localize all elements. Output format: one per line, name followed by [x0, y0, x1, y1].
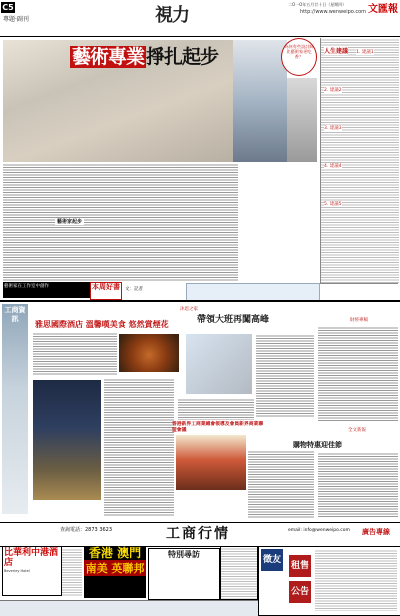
- travel-ad[interactable]: [84, 546, 146, 598]
- sidebar: [320, 38, 399, 283]
- small-ad: [62, 548, 82, 596]
- classified-key-3: 公告: [289, 581, 311, 603]
- special-ad-title: 特別尋訪: [168, 550, 200, 559]
- feature-photo-mid: [233, 40, 287, 162]
- feature-photo-right: [287, 78, 317, 162]
- sidebar-title: 人生建議: [324, 48, 349, 55]
- photo-caption: 藝術家在工作室中創作: [3, 282, 91, 298]
- article1-text-2: [104, 378, 174, 516]
- right-column-text-2: [318, 452, 398, 518]
- strip-tag: 廣告專線: [362, 528, 390, 536]
- classified-ad: [220, 546, 258, 600]
- article1-text: [33, 332, 117, 376]
- article2-kicker: 沐恩之家: [180, 307, 198, 312]
- section-tag-label: 工商資訊: [4, 306, 26, 323]
- ceremony-photo: [176, 435, 246, 490]
- strip-phone: 查詢電話：2873 3623: [60, 527, 113, 533]
- feature-subhead: 藝術家起步: [57, 219, 83, 225]
- byline: 文：記者: [125, 287, 143, 292]
- paper-logo: 文匯報: [368, 4, 398, 15]
- strip-title: 工商行情: [166, 526, 230, 542]
- sidebar-item: 4. 建議4: [324, 164, 342, 169]
- event-photo: [186, 334, 252, 394]
- feature-body-text: [3, 163, 238, 281]
- article3-caption: 香港新界工商業總會領導及會員新界商業聯盟會議: [172, 422, 264, 433]
- strip-email[interactable]: email: info@wenweipo.com: [288, 528, 350, 533]
- headline-black: 掙扎起步: [146, 46, 219, 68]
- travel-ad-bottom: 南美 英聯邦: [85, 562, 145, 575]
- sidebar-item: 2. 建議2: [324, 88, 342, 93]
- fireworks-photo: [33, 380, 101, 500]
- article1-headline: 雅思國際酒店 溫馨嘆美食 悠然賞煙花: [35, 320, 169, 329]
- right-column-head: 財經專稿: [350, 318, 368, 323]
- speech-bubble: 為何有些設計師比藝術家更吃香？: [281, 38, 317, 76]
- page-number: C5: [2, 3, 14, 12]
- info-box: [186, 283, 320, 301]
- hotel-ad[interactable]: [2, 546, 62, 596]
- sidebar-footer: [320, 283, 398, 300]
- article2-text: [256, 334, 314, 418]
- section-tag: [2, 304, 28, 514]
- headline-red: 藝術專業: [72, 46, 145, 68]
- travel-ad-top: 香港 澳門: [88, 546, 142, 560]
- sidebar-item: 3. 建議3: [324, 126, 342, 131]
- classified-block[interactable]: [258, 546, 400, 616]
- article2-text-2: [178, 398, 254, 420]
- site-url[interactable]: http://www.wenweipo.com: [300, 9, 367, 15]
- classified-text: [315, 549, 397, 611]
- sidebar-item: 5. 建議5: [324, 202, 342, 207]
- right-column-text: [318, 326, 398, 422]
- masthead: 視力: [155, 5, 189, 26]
- footer-ad: [0, 600, 258, 616]
- food-photo: [119, 334, 179, 372]
- article2-headline: 帶領大班再闖高峰: [197, 315, 270, 325]
- right-column-big-head: 購物特惠迎佳節: [293, 441, 342, 449]
- article3-text: [248, 450, 314, 518]
- hotel-ad-title: 比華利中港酒店: [4, 548, 59, 568]
- classified-key-1: 徵友: [261, 549, 283, 571]
- classified-key-2: 租售: [289, 555, 311, 577]
- special-ad[interactable]: [148, 548, 220, 600]
- section-label: 專題·副刊: [3, 16, 29, 23]
- feature-headline: [70, 42, 218, 69]
- date-line: 二O一O年五月廿十日（星期四）: [288, 2, 347, 7]
- hotel-ad-sub: Beverley Hotel: [4, 569, 30, 573]
- book-box-label: 本周好書: [90, 282, 122, 300]
- right-column-head-2: 全文新報: [348, 428, 366, 433]
- sidebar-item: 1. 建議1: [356, 50, 374, 55]
